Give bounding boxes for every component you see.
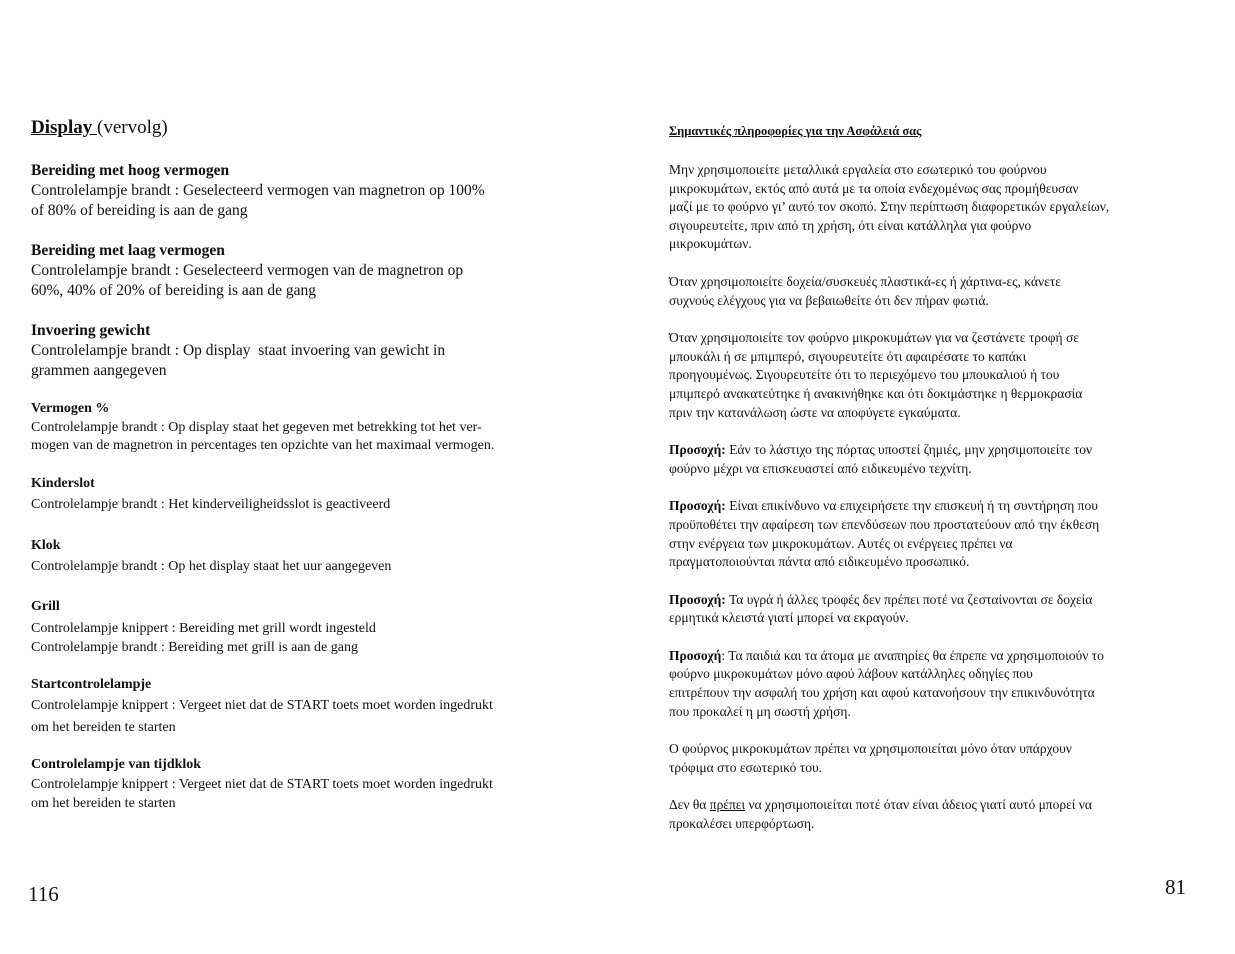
section-heading: Vermogen % xyxy=(31,401,110,416)
section-line: mogen van de magnetron in percentages ten opzichte van het maximaal vermogen. xyxy=(31,438,495,453)
page-number-right: 81 xyxy=(1165,875,1186,899)
section-high-power xyxy=(31,161,561,221)
paragraph-food-inside xyxy=(669,740,1189,777)
paragraph-line: προκαλέσει υπερφόρτωση. xyxy=(669,816,815,832)
section-start-indicator xyxy=(31,675,561,739)
paragraph-text: : Τα παιδιά και τα άτομα με αναπηρίες θα έπρεπε να χρησιμοποιούν το xyxy=(721,647,1104,663)
paragraph-line: συχνούς ελέγχους για να βεβαιωθείτε ότι δεν πήραν φωτιά. xyxy=(669,292,989,308)
section-heading: Kinderslot xyxy=(31,476,95,491)
paragraph-plastic-paper xyxy=(669,273,1189,310)
paragraph-line: που προκαλεί η μη σωστή χρήση. xyxy=(669,703,851,719)
section-heading: Bereiding met hoog vermogen xyxy=(31,162,230,179)
section-line: 60%, 40% of 20% of bereiding is aan de gang xyxy=(31,282,316,299)
section-child-lock xyxy=(31,474,561,516)
section-power-percent xyxy=(31,399,561,455)
paragraph-line xyxy=(669,441,1189,460)
paragraph-line: ερμητικά κλειστά γιατί μπορεί να εκραγούν. xyxy=(669,610,909,626)
paragraph-line: τρόφιμα στο εσωτερικό του. xyxy=(669,759,823,775)
paragraph-line: μπουκάλι ή σε μπιμπερό, σιγουρευτείτε ότι αφαιρέσατε το καπάκι xyxy=(669,348,1027,364)
paragraph-line xyxy=(669,796,1189,815)
paragraph-line: μικροκυμάτων, εκτός από αυτά με τα οποία ενδεχομένως σας προμήθευσαν xyxy=(669,180,1079,196)
paragraph-line: προηγουμένως. Σιγουρευτείτε ότι το περιεχόμενο του μπουκαλιού ή του xyxy=(669,367,1060,383)
section-line: Controlelampje brandt : Het kinderveiligheidsslot is geactiveerd xyxy=(31,497,391,512)
paragraph-door-seal xyxy=(669,441,1189,478)
page-number-left: 116 xyxy=(28,882,59,906)
paragraph-line: επιτρέπουν την ασφαλή του χρήση και αφού κατανοήσουν την επικινδυνότητα xyxy=(669,685,1095,701)
paragraph-text: Δεν θα xyxy=(669,797,710,813)
left-page-title xyxy=(31,117,561,139)
paragraph-line: Όταν χρησιμοποιείτε τον φούρνο μικροκυμάτων για να ζεστάνετε τροφή σε xyxy=(669,330,1079,346)
paragraph-line: μαζί με το φούρνο γι’ αυτό τον σκοπό. Στην περίπτωση διαφορετικών εργαλείων, xyxy=(669,199,1110,215)
section-line: Controlelampje brandt : Op display staat het gegeven met betrekking tot het ver- xyxy=(31,420,482,435)
paragraph-line: σιγουρευτείτε, πριν από τη χρήση, ότι είναι κατάλληλα για φούρνο xyxy=(669,217,1032,233)
paragraph-bottle-heating xyxy=(669,329,1189,422)
section-heading: Bereiding met laag vermogen xyxy=(31,242,225,259)
paragraph-line xyxy=(669,647,1189,666)
warning-label: Προσοχή xyxy=(669,647,722,663)
section-heading: Grill xyxy=(31,599,60,614)
right-page xyxy=(669,123,1189,853)
section-line: Controlelampje knippert : Vergeet niet dat de START toets moet worden ingedrukt xyxy=(31,698,493,713)
left-page xyxy=(31,117,561,832)
paragraph-line xyxy=(669,591,1189,610)
paragraph-text: Είναι επικίνδυνο να επιχειρήσετε την επισκευή ή τη συντήρηση που xyxy=(725,498,1098,514)
warning-label: Προσοχή: xyxy=(669,498,726,514)
section-line: Controlelampje brandt : Geselecteerd vermogen van magnetron op 100% xyxy=(31,182,485,199)
paragraph-line: πριν την κατανάλωση ώστε να αποφύγετε εγκαύματα. xyxy=(669,404,961,420)
paragraph-text: Εάν το λάστιχο της πόρτας υποστεί ζημιές, μην χρησιμοποιείτε τον xyxy=(725,442,1093,458)
paragraph-line: μικροκυμάτων. xyxy=(669,236,752,252)
section-line: Controlelampje brandt : Op display staat invoering van gewicht in xyxy=(31,342,446,359)
paragraph-line: πραγματοποιούνται πάντα από ειδικευμένο προσωπικό. xyxy=(669,554,970,570)
paragraph-children xyxy=(669,647,1189,721)
right-page-title: Σημαντικές πληροφορίες για την Ασφάλειά σας xyxy=(669,124,922,138)
section-line: Controlelampje knippert : Vergeet niet dat de START toets moet worden ingedrukt xyxy=(31,777,493,792)
section-clock xyxy=(31,536,561,578)
paragraph-line: φούρνο μικροκυμάτων μόνο αφού λάβουν κατάλληλες οδηγίες που xyxy=(669,666,1033,682)
section-heading: Klok xyxy=(31,538,61,553)
paragraph-text: να χρησιμοποιείται ποτέ όταν είναι άδειος γιατί αυτό μπορεί να xyxy=(745,797,1092,813)
section-line: Controlelampje brandt : Geselecteerd vermogen van de magnetron op xyxy=(31,262,464,279)
section-timer-indicator xyxy=(31,755,561,813)
section-line: of 80% of bereiding is aan de gang xyxy=(31,202,248,219)
paragraph-line xyxy=(669,497,1189,516)
section-heading: Invoering gewicht xyxy=(31,322,151,339)
paragraph-line: στην ενέργεια των μικροκυμάτων. Αυτές οι ενέργειες πρέπει να xyxy=(669,535,1013,551)
section-line: grammen aangegeven xyxy=(31,362,167,379)
paragraph-line: μπιμπερό ανακατεύτηκε ή ανακινήθηκε και ότι δοκιμάστηκε η θερμοκρασία xyxy=(669,385,1083,401)
section-weight-input xyxy=(31,321,561,381)
section-low-power xyxy=(31,241,561,301)
paragraph-metal-utensils xyxy=(669,161,1189,254)
section-line: Controlelampje brandt : Op het display staat het uur aangegeven xyxy=(31,559,392,574)
section-line: Controlelampje brandt : Bereiding met grill is aan de gang xyxy=(31,640,358,655)
section-line: Controlelampje knippert : Bereiding met grill wordt ingesteld xyxy=(31,621,376,636)
section-heading: Controlelampje van tijdklok xyxy=(31,757,202,772)
warning-label: Προσοχή: xyxy=(669,591,726,607)
paragraph-text: Τα υγρά ή άλλες τροφές δεν πρέπει ποτέ να ζεσταίνονται σε δοχεία xyxy=(725,591,1093,607)
paragraph-line: Όταν χρησιμοποιείτε δοχεία/συσκευές πλαστικά-ες ή χάρτινα-ες, κάνετε xyxy=(669,273,1061,289)
title-continued: (vervolg) xyxy=(97,117,168,138)
section-grill xyxy=(31,597,561,657)
paragraph-line: φούρνο μέχρι να επισκευαστεί από ειδικευμένο τεχνίτη. xyxy=(669,460,972,476)
paragraph-repair xyxy=(669,497,1189,571)
paragraph-empty-use xyxy=(669,796,1189,833)
paragraph-line: Μην χρησιμοποιείτε μεταλλικά εργαλεία στο εσωτερικό του φούρνου xyxy=(669,162,1047,177)
section-line: om het bereiden te starten xyxy=(31,720,176,735)
section-line: om het bereiden te starten xyxy=(31,796,176,811)
paragraph-sealed-containers xyxy=(669,591,1189,628)
underlined-word: πρέπει xyxy=(709,797,746,813)
warning-label: Προσοχή: xyxy=(669,442,726,458)
section-heading: Startcontrolelampje xyxy=(31,677,152,692)
paragraph-line: Ο φούρνος μικροκυμάτων πρέπει να χρησιμοποιείται μόνο όταν υπάρχουν xyxy=(669,741,1072,757)
paragraph-line: προϋποθέτει την αφαίρεση των επενδύσεων που προστατεύουν από την έκθεση xyxy=(669,516,1100,532)
title-display: Display xyxy=(31,117,97,138)
